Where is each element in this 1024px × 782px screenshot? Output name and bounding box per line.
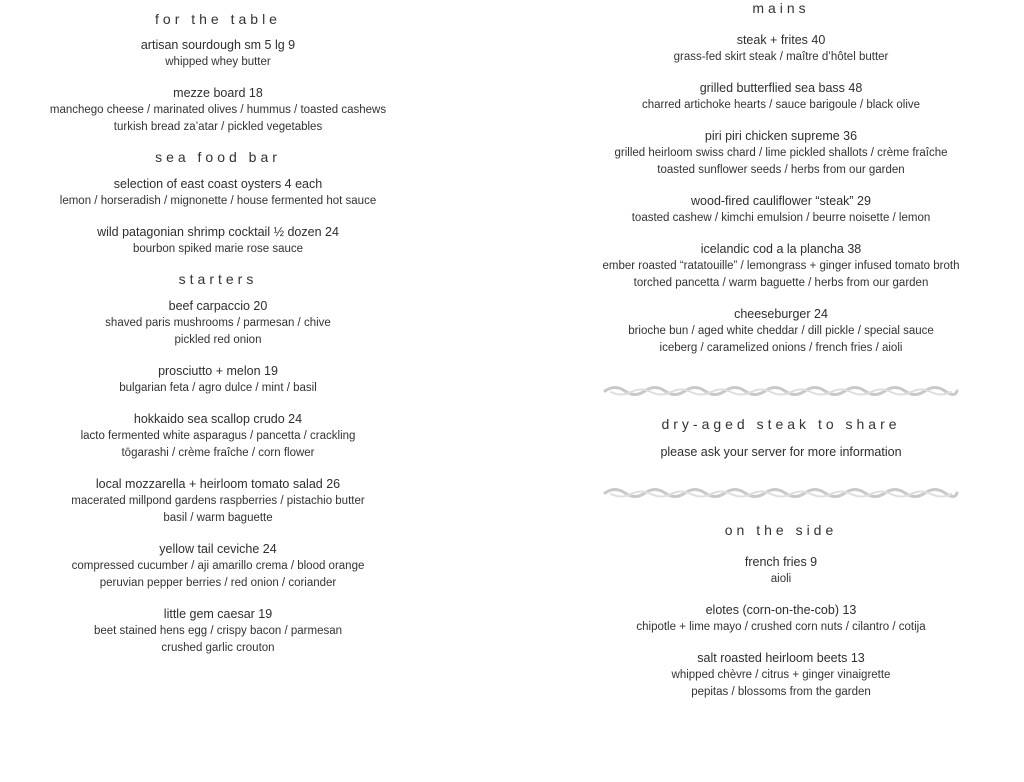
menu-item-name: salt roasted heirloom beets 13 bbox=[697, 651, 865, 665]
menu-item-description: lemon / horseradish / mignonette / house fermented hot sauce bbox=[59, 195, 377, 207]
menu-item bbox=[0, 224, 436, 258]
menu-item-description: grass-fed skirt steak / maître d’hôtel butter bbox=[673, 51, 889, 63]
section-title: starters bbox=[178, 271, 258, 287]
menu-item bbox=[0, 476, 436, 527]
menu-item-description: chipotle + lime mayo / crushed corn nuts / cilantro / cotija bbox=[636, 621, 926, 633]
menu-item bbox=[560, 80, 1002, 114]
menu-item-description: beet stained hens egg / crispy bacon / parmesan bbox=[93, 625, 343, 637]
menu-item-description: macerated millpond gardens raspberries / pistachio butter bbox=[71, 495, 365, 507]
section-on-the-side bbox=[560, 521, 1002, 701]
section-starters bbox=[0, 270, 436, 657]
menu-item bbox=[560, 32, 1002, 66]
menu-item-name: wood-fired cauliflower “steak” 29 bbox=[691, 194, 871, 208]
section-mains bbox=[560, 0, 1002, 357]
menu-item-description: shaved paris mushrooms / parmesan / chive bbox=[105, 317, 331, 329]
menu-item bbox=[560, 193, 1002, 227]
menu-item-description: whipped chèvre / citrus + ginger vinaigrette bbox=[671, 669, 891, 681]
menu-item-name: prosciutto + melon 19 bbox=[158, 364, 278, 378]
menu-item bbox=[560, 554, 1002, 588]
menu-item-name: french fries 9 bbox=[744, 555, 818, 569]
steak-share-info: please ask your server for more information bbox=[660, 445, 902, 459]
menu-item bbox=[560, 650, 1002, 701]
menu-item-name: cheeseburger 24 bbox=[734, 307, 828, 321]
menu-item-description: tōgarashi / crème fraîche / corn flower bbox=[121, 447, 315, 459]
menu-item-description: charred artichoke hearts / sauce barigoule / black olive bbox=[641, 99, 921, 111]
menu-item-description: pepitas / blossoms from the garden bbox=[691, 686, 871, 698]
menu-item-description: aioli bbox=[770, 573, 792, 585]
menu-item-name: icelandic cod a la plancha 38 bbox=[700, 242, 862, 256]
menu-item-name: wild patagonian shrimp cocktail ½ dozen 24 bbox=[97, 225, 339, 239]
menu-item-description: iceberg / caramelized onions / french fries / aioli bbox=[659, 342, 903, 354]
menu-item-description: toasted cashew / kimchi emulsion / beurre noisette / lemon bbox=[631, 212, 931, 224]
menu-item-description: manchego cheese / marinated olives / hummus / toasted cashews bbox=[49, 104, 387, 116]
menu-item bbox=[0, 541, 436, 592]
menu-item-name: little gem caesar 19 bbox=[163, 607, 273, 621]
menu-item-description: pickled red onion bbox=[174, 334, 262, 346]
menu-item-description: toasted sunflower seeds / herbs from our garden bbox=[657, 164, 905, 176]
wave-divider bbox=[601, 381, 961, 401]
menu-item-name: steak + frites 40 bbox=[736, 33, 826, 47]
menu-item-name: piri piri chicken supreme 36 bbox=[704, 129, 858, 143]
menu-item bbox=[0, 37, 436, 71]
menu-item-description: torched pancetta / warm baguette / herbs from our garden bbox=[633, 277, 929, 289]
menu-item-description: crushed garlic crouton bbox=[161, 642, 275, 654]
menu-item bbox=[0, 606, 436, 657]
menu-item-description: grilled heirloom swiss chard / lime pickled shallots / crème fraîche bbox=[614, 147, 948, 159]
menu-item bbox=[0, 85, 436, 136]
section-sea-food-bar bbox=[0, 148, 436, 258]
section-title: sea food bar bbox=[155, 149, 281, 165]
section-title: mains bbox=[752, 0, 810, 16]
menu-item bbox=[560, 128, 1002, 179]
menu-item bbox=[0, 298, 436, 349]
wave-divider bbox=[601, 483, 961, 503]
menu-item-description: ember roasted “ratatouille” / lemongrass + ginger infused tomato broth bbox=[602, 260, 960, 272]
menu-item-name: yellow tail ceviche 24 bbox=[159, 542, 277, 556]
section-title: on the side bbox=[724, 522, 838, 538]
menu-item-name: artisan sourdough sm 5 lg 9 bbox=[140, 38, 296, 52]
menu-item-description: brioche bun / aged white cheddar / dill pickle / special sauce bbox=[628, 325, 934, 337]
menu-item-name: beef carpaccio 20 bbox=[168, 299, 268, 313]
menu-item-name: elotes (corn-on-the-cob) 13 bbox=[705, 603, 857, 617]
menu-item-name: hokkaido sea scallop crudo 24 bbox=[133, 412, 303, 426]
menu-item-description: turkish bread za’atar / pickled vegetables bbox=[113, 121, 323, 133]
section-dry-aged-steak bbox=[560, 415, 1002, 461]
menu-item-description: peruvian pepper berries / red onion / coriander bbox=[99, 577, 337, 589]
menu-item-description: whipped whey butter bbox=[165, 56, 271, 68]
menu-item bbox=[0, 411, 436, 462]
menu-item-description: basil / warm baguette bbox=[163, 512, 273, 524]
menu-item bbox=[0, 176, 436, 210]
menu-item-description: lacto fermented white asparagus / pancetta / crackling bbox=[80, 430, 356, 442]
menu-item-name: local mozzarella + heirloom tomato salad 26 bbox=[95, 477, 341, 491]
menu-item bbox=[560, 306, 1002, 357]
left-menu-column bbox=[0, 0, 436, 657]
menu-item bbox=[560, 602, 1002, 636]
right-menu-column bbox=[560, 0, 1002, 701]
menu-item bbox=[560, 241, 1002, 292]
section-title: for the table bbox=[155, 11, 281, 27]
menu-item-name: mezze board 18 bbox=[173, 86, 263, 100]
menu-item-description: compressed cucumber / aji amarillo crema / blood orange bbox=[71, 560, 365, 572]
menu-item bbox=[0, 363, 436, 397]
section-title: dry-aged steak to share bbox=[661, 416, 901, 432]
section-for-the-table bbox=[0, 10, 436, 136]
menu-item-name: selection of east coast oysters 4 each bbox=[113, 177, 323, 191]
menu-item-description: bourbon spiked marie rose sauce bbox=[132, 243, 304, 255]
menu-item-name: grilled butterflied sea bass 48 bbox=[699, 81, 863, 95]
menu-item-description: bulgarian feta / agro dulce / mint / basil bbox=[119, 382, 317, 394]
